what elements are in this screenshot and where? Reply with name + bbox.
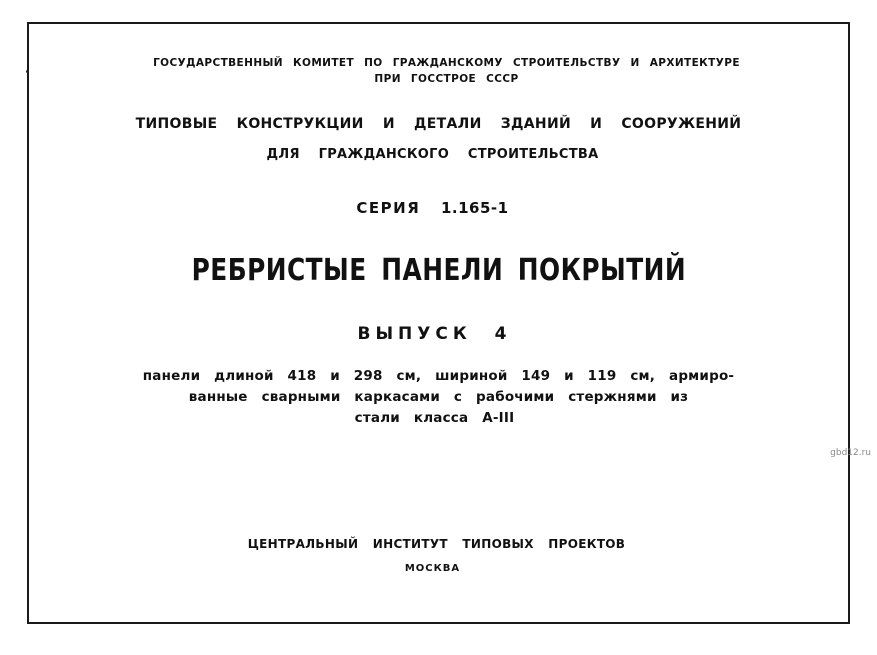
publisher-institute: ЦЕНТРАЛЬНЫЙ ИНСТИТУТ ТИПОВЫХ ПРОЕКТОВ bbox=[247, 537, 626, 551]
publisher-city: МОСКВА bbox=[404, 563, 461, 574]
committee-line-1: ГОСУДАРСТВЕННЫЙ КОМИТЕТ ПО ГРАЖДАНСКОМУ СТРОИТЕЛЬСТВУ И АРХИТЕКТУРЕ bbox=[153, 57, 740, 69]
series-designation bbox=[0, 199, 871, 217]
description-line-3: стали класса А-III bbox=[354, 410, 515, 426]
watermark: gbd12.ru bbox=[830, 448, 871, 458]
collection-title-line-1: ТИПОВЫЕ КОНСТРУКЦИИ И ДЕТАЛИ ЗДАНИЙ И СООРУЖЕНИЙ bbox=[135, 116, 742, 132]
document-frame bbox=[27, 22, 850, 624]
description-line-1: панели длиной 418 и 298 см, шириной 149 и 119 см, армиро- bbox=[142, 368, 735, 384]
issue-number: ВЫПУСК 4 bbox=[357, 324, 512, 344]
collection-title-line-2: ДЛЯ ГРАЖДАНСКОГО СТРОИТЕЛЬСТВА bbox=[266, 147, 599, 162]
committee-line-2: ПРИ ГОССТРОЕ СССР bbox=[374, 73, 519, 85]
series-number: 1.165-1 bbox=[440, 199, 509, 217]
description-line-2: ванные сварными каркасами с рабочими стержнями из bbox=[188, 389, 689, 405]
series-label: СЕРИЯ bbox=[356, 199, 421, 217]
document-title: РЕБРИСТЫЕ ПАНЕЛИ ПОКРЫТИЙ bbox=[191, 253, 687, 288]
